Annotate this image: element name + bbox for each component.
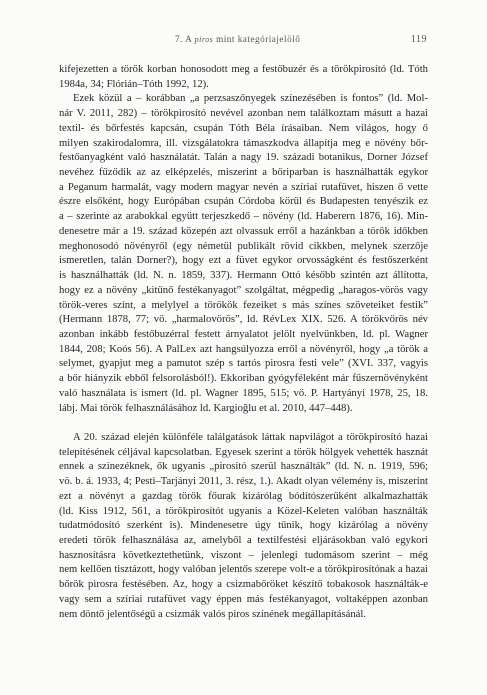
text-line: tudatmódosító szerként is). Mindenesetre úgy tűnik, hogy kizárólag a növény — [59, 520, 428, 532]
running-header — [60, 34, 427, 48]
text-line: eredeti török felhasználása az, amelyből a textilfestési eljárásokban való egykori — [59, 534, 428, 546]
text-line: vö. b. á. 1933, 4; Pesti–Tarjányi 2011, 3. rész, 1.). Akadt olyan vélemény is, miszerint — [59, 476, 428, 488]
text-line: kifejezetten a török korban honosodott meg a festőbuzér és a törökpirosító (ld. Tóth — [59, 64, 428, 75]
text-line: a Peganum harmalát, vagy modern magyar nevén a szíriai rutafüvet, hiszen ő vette — [59, 181, 428, 193]
text-line: Ezek közül a – korábban „a perzsaszőnyegek színezésében is fontos” (ld. Mol- — [73, 93, 428, 105]
running-title: 7. A piros mint kategóriajelölő — [175, 34, 301, 44]
text-line: (ld. Kiss 1912, 561, a törökpirosítót ugyanis a Közel-Keleten valóban használták — [59, 505, 428, 517]
text-line: hogy ez a növény „kitűnő festékanyagot” szolgáltat, mégpedig „haragos-vörös vagy — [59, 284, 428, 296]
text-line: denesetre már a 19. század közepén azt olvassuk erről a hazánkban a török időkben — [59, 225, 428, 237]
text-line: A 20. század elején különféle találgatások láttak napvilágot a törökpirosító hazai — [73, 431, 428, 443]
text-line: lábj. Mai török felhasználásához ld. Kargioğlu et al. 2010, 447–448). — [59, 402, 353, 414]
text-line: 1844, 208; Koós 56). A PalLex azt hangsúlyozza erről a növényről, hogy „a török a — [59, 343, 428, 355]
text-line: a bőr hiányzik ebből felsorolásból!). Ekkoriban gyógyféleként már fűszernövényként — [59, 373, 428, 385]
text-line: textil- és bőrfestés kapcsán, csupán Tóth Béla írásaiban. Nem világos, hogy ő — [59, 122, 428, 134]
text-line: ezt a növényt a gazdag török főurak kizárólag bódítószerűként alkalmazhatták — [59, 490, 428, 502]
text-line: nár V. 2011, 282) – törökpirosító nevével azonban nem találkoztam másutt a hazai — [59, 108, 428, 120]
page-number: 119 — [410, 34, 427, 45]
text-line: bőrök pirosra festésében. Az, hogy a csizmabőröket készítő tobakosok használták-e — [59, 579, 428, 591]
text-line: (Hermann 1878, 77; vö. „harmalovörös”, ld. RévLex XIX. 526. A törökvörös név — [59, 314, 428, 326]
text-line: milyen szakirodalomra, ill. vizsgálatokra támaszkodva állapítja meg e növény bőr- — [59, 137, 428, 149]
text-line: 1984a, 34; Flórián–Tóth 1992, 12). — [59, 78, 209, 90]
text-line: nem döntő jelentőségű a csizmák valós piros színének megállapításánál. — [59, 608, 367, 620]
text-line: való használata is ismert (ld. pl. Wagner 1895, 515; vö. P. Hartyányi 1978, 25, 18. — [59, 387, 428, 399]
body-text — [59, 63, 428, 622]
text-line: telepítésének céljával kapcsolatban. Egyesek szerint a török hölgyek vehették hasznát — [59, 446, 428, 458]
paragraph-gap — [59, 416, 428, 431]
text-line: ennek a színezéknek, ők ugyanis „pirosító szerül használták” (ld. N. n. 1919, 596; — [59, 461, 428, 473]
text-line: festőanyagként való használatát. Talán a nagy 19. századi botanikus, Dorner József — [59, 152, 428, 164]
text-line: nem kellően tisztázott, hogy valóban jelentős szerepe volt-e a törökpirosítónak a hazai — [59, 564, 428, 576]
text-line: a – szerinte az arabokkal együtt terjeszkedő – növény (ld. Haberern 1876, 16). Min- — [59, 211, 428, 223]
text-line: is használhatták (ld. N. n. 1859, 337). Hermann Ottó később szintén azt állította, — [59, 270, 428, 282]
text-line: ismeretlen, talán Dorner?), hogy ezt a füvet egykor orvosságként és festőszerként — [59, 255, 428, 267]
text-line: meghonosodó növényről (egy németül publikált rövid cikkben, melynek szerzője — [59, 240, 428, 252]
text-line: hasznosításra következtethetünk, viszont – jelenlegi tudomásom szerint – még — [59, 549, 428, 561]
text-line: vagy sem a szíriai rutafüvet vagy éppen más festékanyagot, voltaképpen azonban — [59, 593, 428, 605]
text-line: észre elsőként, hogy Európában csupán Córdoba körül és Budapesten tenyészik ez — [59, 196, 428, 208]
text-line: török-veres színt, a melylyel a törökök fezeiket s más színes szöveteiket festik” — [59, 299, 428, 311]
text-line: nevéhez fűződik az az elképzelés, miszerint a bőriparban is használhatták egykor — [59, 167, 428, 179]
text-line: azonban inkább festőbuzérral festett árnyalatot jelölt nyelvünkben, ld. pl. Wagner — [59, 328, 428, 340]
text-line: selymet, gyapjut meg a pamutot szép s tartós pirosra festi vele” (XVI. 337, vagyis — [59, 358, 428, 370]
